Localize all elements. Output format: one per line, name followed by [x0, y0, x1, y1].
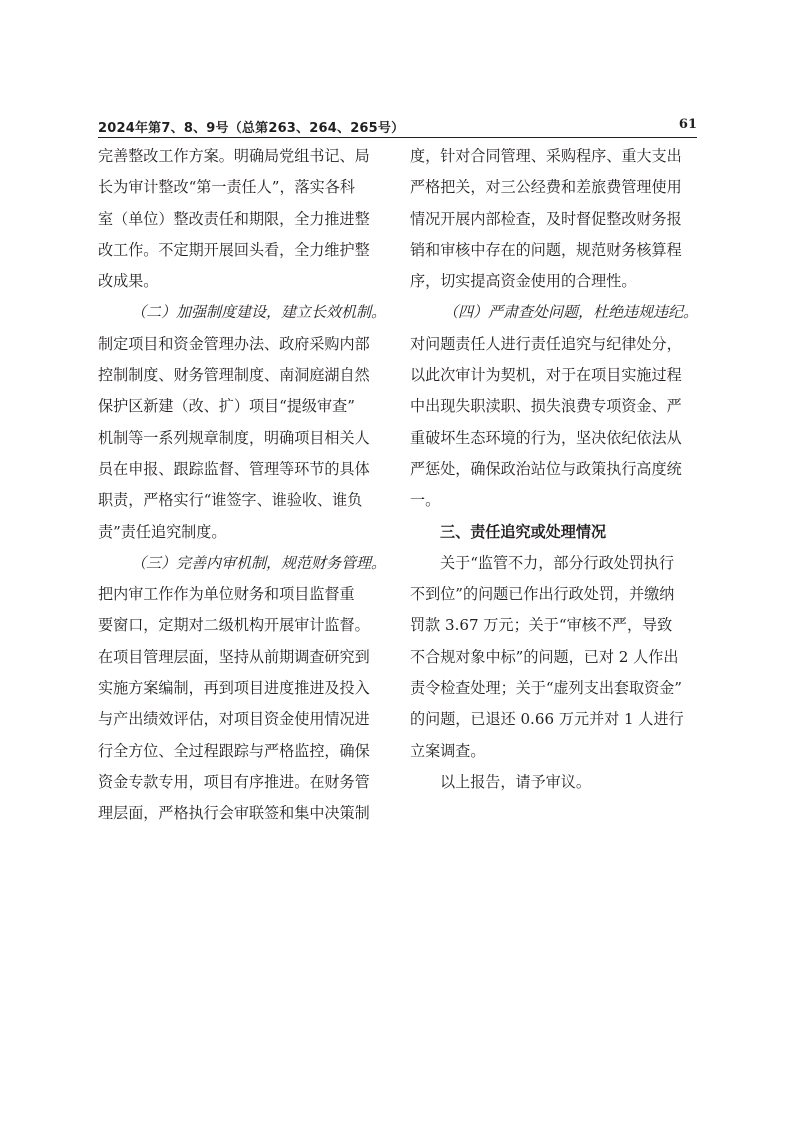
subsection-heading: （二）加强制度建设，建立长效机制。 — [131, 303, 386, 322]
text-line: 保护区新建（改、扩）项目“提级审查” — [98, 397, 355, 416]
text-line: 序，切实提高资金使用的合理性。 — [410, 272, 637, 291]
text-line: 职责，严格实行“谁签字、谁验收、谁负 — [98, 491, 363, 510]
text-line: 情况开展内部检查，及时督促整改财务报 — [410, 209, 682, 228]
page-number: 61 — [678, 117, 697, 132]
text-line: 立案调查。 — [410, 741, 486, 760]
journal-issue-info: 2024年第7、8、9号（总第263、264、265号） — [98, 121, 405, 136]
text-line: 以此次审计为契机，对于在项目实施过程 — [410, 366, 682, 385]
section-heading: 三、责任追究或处理情况 — [440, 522, 607, 541]
text-line: 长为审计整改“第一责任人”，落实各科 — [98, 178, 355, 197]
text-line: 重破坏生态环境的行为，坚决依纪依法从 — [410, 428, 682, 447]
text-line: 机制等一系列规章制度，明确项目相关人 — [98, 428, 370, 447]
text-line: 理层面，严格执行会审联签和集中决策制 — [98, 804, 370, 823]
text-line: 改成果。 — [98, 272, 159, 291]
text-line: 把内审工作作为单位财务和项目监督重 — [98, 585, 355, 604]
text-line: 资金专款专用，项目有序推进。在财务管 — [98, 772, 370, 791]
text-line: 完善整改工作方案。明确局党组书记、局 — [98, 147, 370, 165]
text-line: 改工作。不定期开展回头看，全力维护整 — [98, 240, 370, 259]
text-line: 控制制度、财务管理制度、南洞庭湖自然 — [98, 366, 370, 385]
text-line: 罚款 3.67 万元；关于“审核不严，导致 — [410, 616, 673, 635]
text-line: 责”责任追究制度。 — [98, 522, 227, 541]
running-header — [98, 117, 697, 135]
text-line: 销和审核中存在的问题，规范财务核算程 — [410, 240, 682, 259]
text-line: 要窗口，定期对二级机构开展审计监督。 — [98, 616, 370, 635]
text-line: 实施方案编制，再到项目进度推进及投入 — [98, 679, 370, 698]
text-line: 关于“监管不力，部分行政处罚执行 — [440, 553, 675, 572]
text-line: 责令检查处理；关于“虚列支出套取资金” — [410, 679, 683, 698]
text-line: 对问题责任人进行责任追究与纪律处分， — [410, 334, 682, 353]
text-line: 员在申报、跟踪监督、管理等环节的具体 — [98, 459, 370, 478]
text-line: 的问题，已退还 0.66 万元并对 1 人进行 — [410, 710, 684, 729]
text-line: 室（单位）整改责任和期限，全力推进整 — [98, 209, 370, 228]
text-line: 严格把关，对三公经费和差旅费管理使用 — [410, 178, 682, 197]
text-line: 不合规对象中标”的问题，已对 2 人作出 — [410, 647, 679, 666]
text-line: 行全方位、全过程跟踪与严格监控，确保 — [98, 741, 370, 760]
text-line: 一。 — [410, 491, 441, 510]
text-line: 在项目管理层面，坚持从前期调查研究到 — [98, 647, 370, 666]
text-line: 以上报告，请予审议。 — [440, 772, 591, 791]
text-line: 严惩处，确保政治站位与政策执行高度统 — [410, 459, 682, 478]
subsection-heading: （四）严肃查处问题，杜绝违规违纪。 — [443, 303, 698, 322]
subsection-heading: （三）完善内审机制，规范财务管理。 — [131, 553, 386, 572]
right-column — [410, 141, 698, 798]
text-line: 中出现失职渎职、损失浪费专项资金、严 — [410, 397, 682, 416]
text-line: 与产出绩效评估，对项目资金使用情况进 — [98, 710, 370, 729]
header-rule — [98, 137, 697, 138]
text-line: 度，针对合同管理、采购程序、重大支出 — [410, 147, 682, 165]
text-line: 不到位”的问题已作出行政处罚，并缴纳 — [410, 585, 675, 604]
left-column — [98, 141, 386, 830]
text-line: 制定项目和资金管理办法、政府采购内部 — [98, 334, 370, 353]
